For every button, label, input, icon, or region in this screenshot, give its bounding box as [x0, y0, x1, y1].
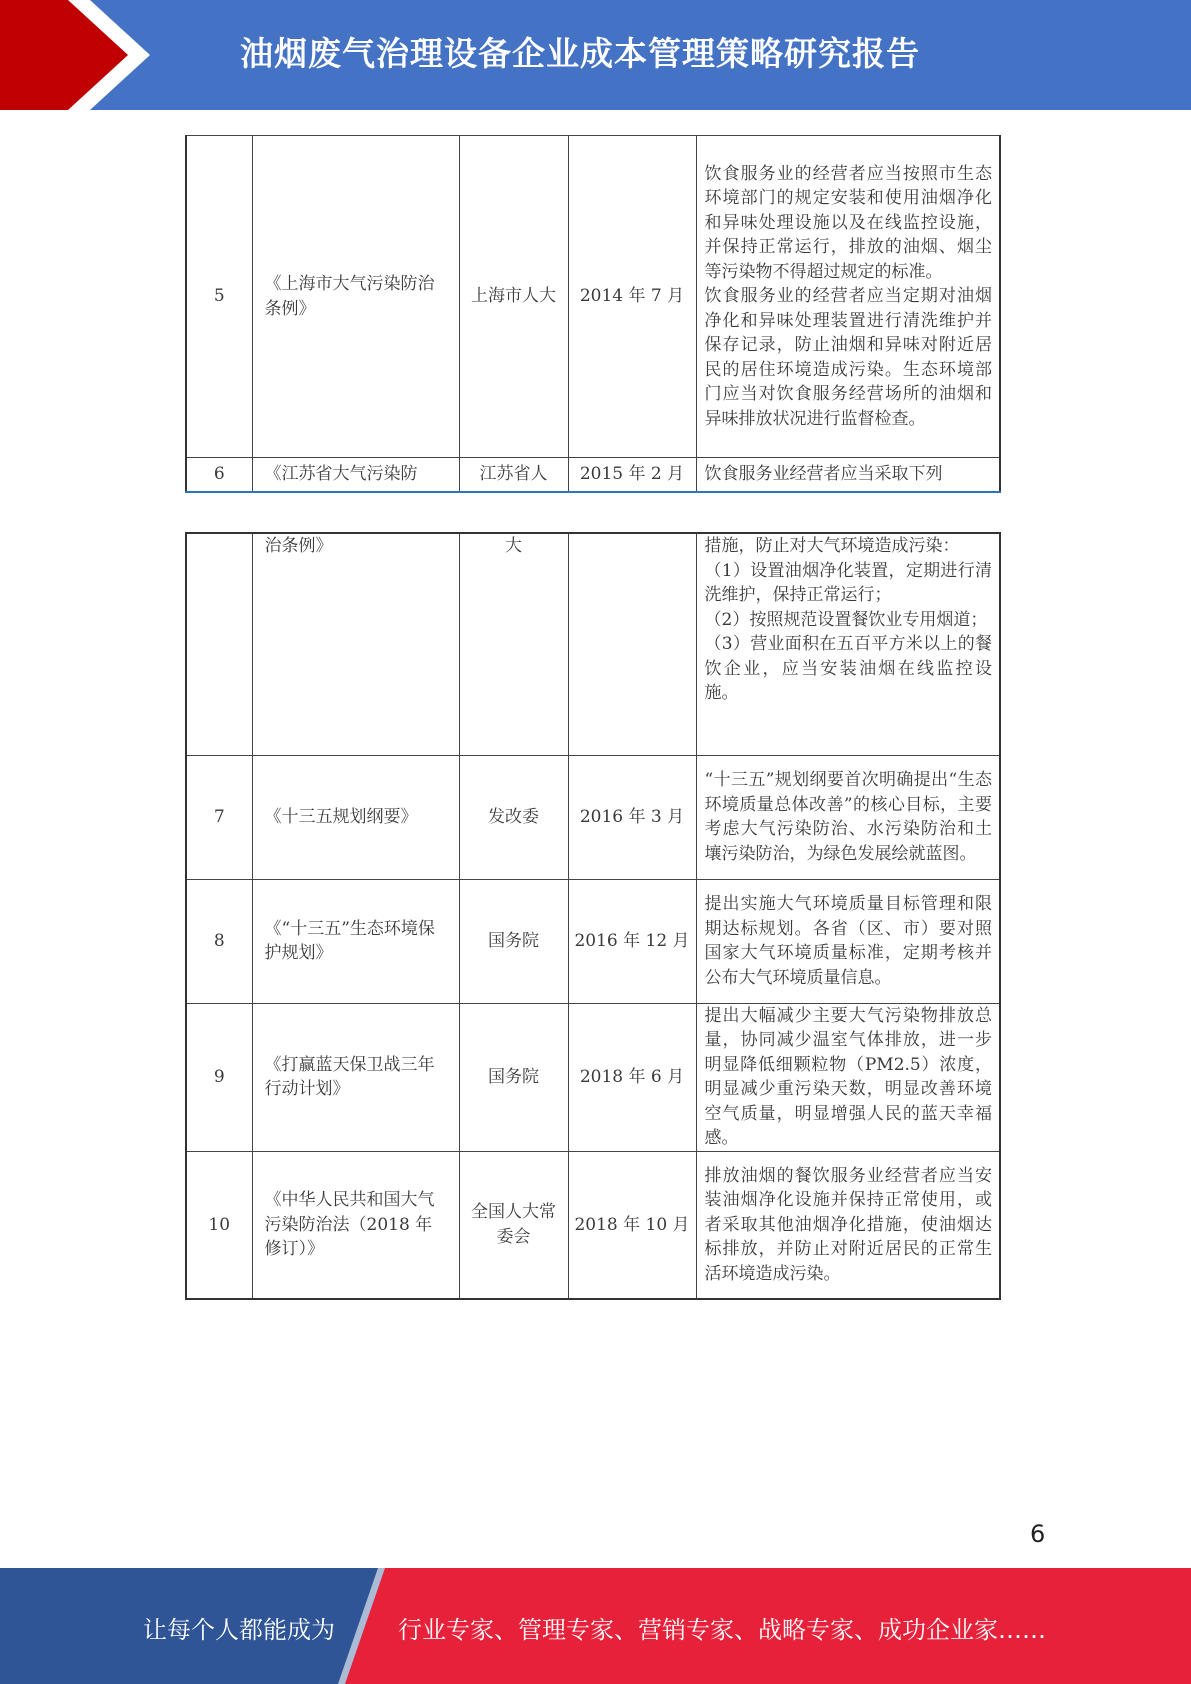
table-row [186, 879, 1000, 1003]
description-paragraph: “十三五”规划纲要首次明确提出“生态环境质量总体改善”的核心目标，主要考虑大气污染防治、水污染防治和土壤污染防治，为绿色发展绘就蓝图。 [704, 770, 992, 864]
regulation-table-part2 [185, 532, 1001, 1300]
row-number: 7 [186, 755, 252, 879]
issuing-body: 发改委 [459, 755, 568, 879]
regulation-name: 《十三五规划纲要》 [252, 755, 459, 879]
description-paragraph: 提出大幅减少主要大气污染物排放总量，协同减少温室气体排放，进一步明显降低细颗粒物（PM2.5）浓度，明显减少重污染天数，明显改善环境空气质量，明显增强人民的蓝天幸福感。 [704, 1005, 992, 1148]
row-number: 9 [186, 1003, 252, 1151]
footer-slogan-left: 让每个人都能成为 [143, 1616, 335, 1644]
issuing-body: 上海市人大 [459, 136, 568, 458]
description-paragraph: 饮食服务业经营者应当采取下列 [704, 464, 943, 484]
issue-date: 2015 年 2 月 [568, 458, 696, 492]
regulation-name: 治条例》 [252, 533, 459, 755]
description-paragraph: 排放油烟的餐饮服务业经营者应当安装油烟净化设施并保持正常使用，或者采取其他油烟净化措施，使油烟达标排放，并防止对附近居民的正常生活环境造成污染。 [704, 1165, 992, 1284]
row-number: 6 [186, 458, 252, 492]
regulation-name: 《上海市大气污染防治条例》 [252, 136, 459, 458]
table-row [186, 136, 1000, 458]
issue-date [568, 533, 696, 755]
regulation-description [696, 533, 1000, 755]
regulation-description [696, 136, 1000, 458]
table-row [186, 533, 1000, 755]
row-number: 5 [186, 136, 252, 458]
description-paragraph: （2）按照规范设置餐饮业专用烟道； [704, 609, 988, 630]
regulation-description [696, 458, 1000, 492]
issue-date: 2014 年 7 月 [568, 136, 696, 458]
table-row [186, 458, 1000, 492]
page-number: 6 [1030, 1520, 1046, 1548]
regulation-name: 《江苏省大气污染防 [252, 458, 459, 492]
regulation-description [696, 879, 1000, 1003]
description-paragraph: 措施，防止对大气环境造成污染： [704, 536, 960, 556]
issuing-body: 江苏省人 [459, 458, 568, 492]
table-row [186, 1003, 1000, 1151]
regulation-table-part1 [185, 135, 1001, 493]
header-banner [0, 0, 1191, 110]
description-paragraph: （1）设置油烟净化装置，定期进行清洗维护，保持正常运行； [704, 560, 992, 605]
description-paragraph: （3）营业面积在五百平方米以上的餐饮企业，应当安装油烟在线监控设施。 [704, 634, 992, 703]
issuing-body: 大 [459, 533, 568, 755]
header-red-chevron [0, 0, 150, 110]
regulation-description [696, 1151, 1000, 1299]
issue-date: 2018 年 6 月 [568, 1003, 696, 1151]
issuing-body: 国务院 [459, 1003, 568, 1151]
issuing-body: 全国人大常委会 [459, 1151, 568, 1299]
description-paragraph: 饮食服务业的经营者应当按照市生态环境部门的规定安装和使用油烟净化和异味处理设施以及在线监控设施，并保持正常运行，排放的油烟、烟尘等污染物不得超过规定的标准。 [704, 163, 992, 282]
table-row [186, 755, 1000, 879]
row-number [186, 533, 252, 755]
description-paragraph: 提出实施大气环境质量目标管理和限期达标规划。各省（区、市）要对照国家大气环境质量标准，定期考核并公布大气环境质量信息。 [704, 894, 992, 988]
footer-slogan-right: 行业专家、管理专家、营销专家、战略专家、成功企业家…… [398, 1616, 1046, 1644]
regulation-name: 《“十三五”生态环境保护规划》 [252, 879, 459, 1003]
description-paragraph: 饮食服务业的经营者应当定期对油烟净化和异味处理装置进行清洗维护并保存记录，防止油烟和异味对附近居民的居住环境造成污染。生态环境部门应当对饮食服务经营场所的油烟和异味排放状况进行监督检查。 [704, 286, 992, 429]
page-title: 油烟废气治理设备企业成本管理策略研究报告 [240, 34, 920, 73]
regulation-name: 《打赢蓝天保卫战三年行动计划》 [252, 1003, 459, 1151]
regulation-description [696, 1003, 1000, 1151]
issue-date: 2018 年 10 月 [568, 1151, 696, 1299]
row-number: 10 [186, 1151, 252, 1299]
regulation-description [696, 755, 1000, 879]
issue-date: 2016 年 12 月 [568, 879, 696, 1003]
issuing-body: 国务院 [459, 879, 568, 1003]
table-row [186, 1151, 1000, 1299]
row-number: 8 [186, 879, 252, 1003]
issue-date: 2016 年 3 月 [568, 755, 696, 879]
regulation-name: 《中华人民共和国大气污染防治法（2018 年修订）》 [252, 1151, 459, 1299]
